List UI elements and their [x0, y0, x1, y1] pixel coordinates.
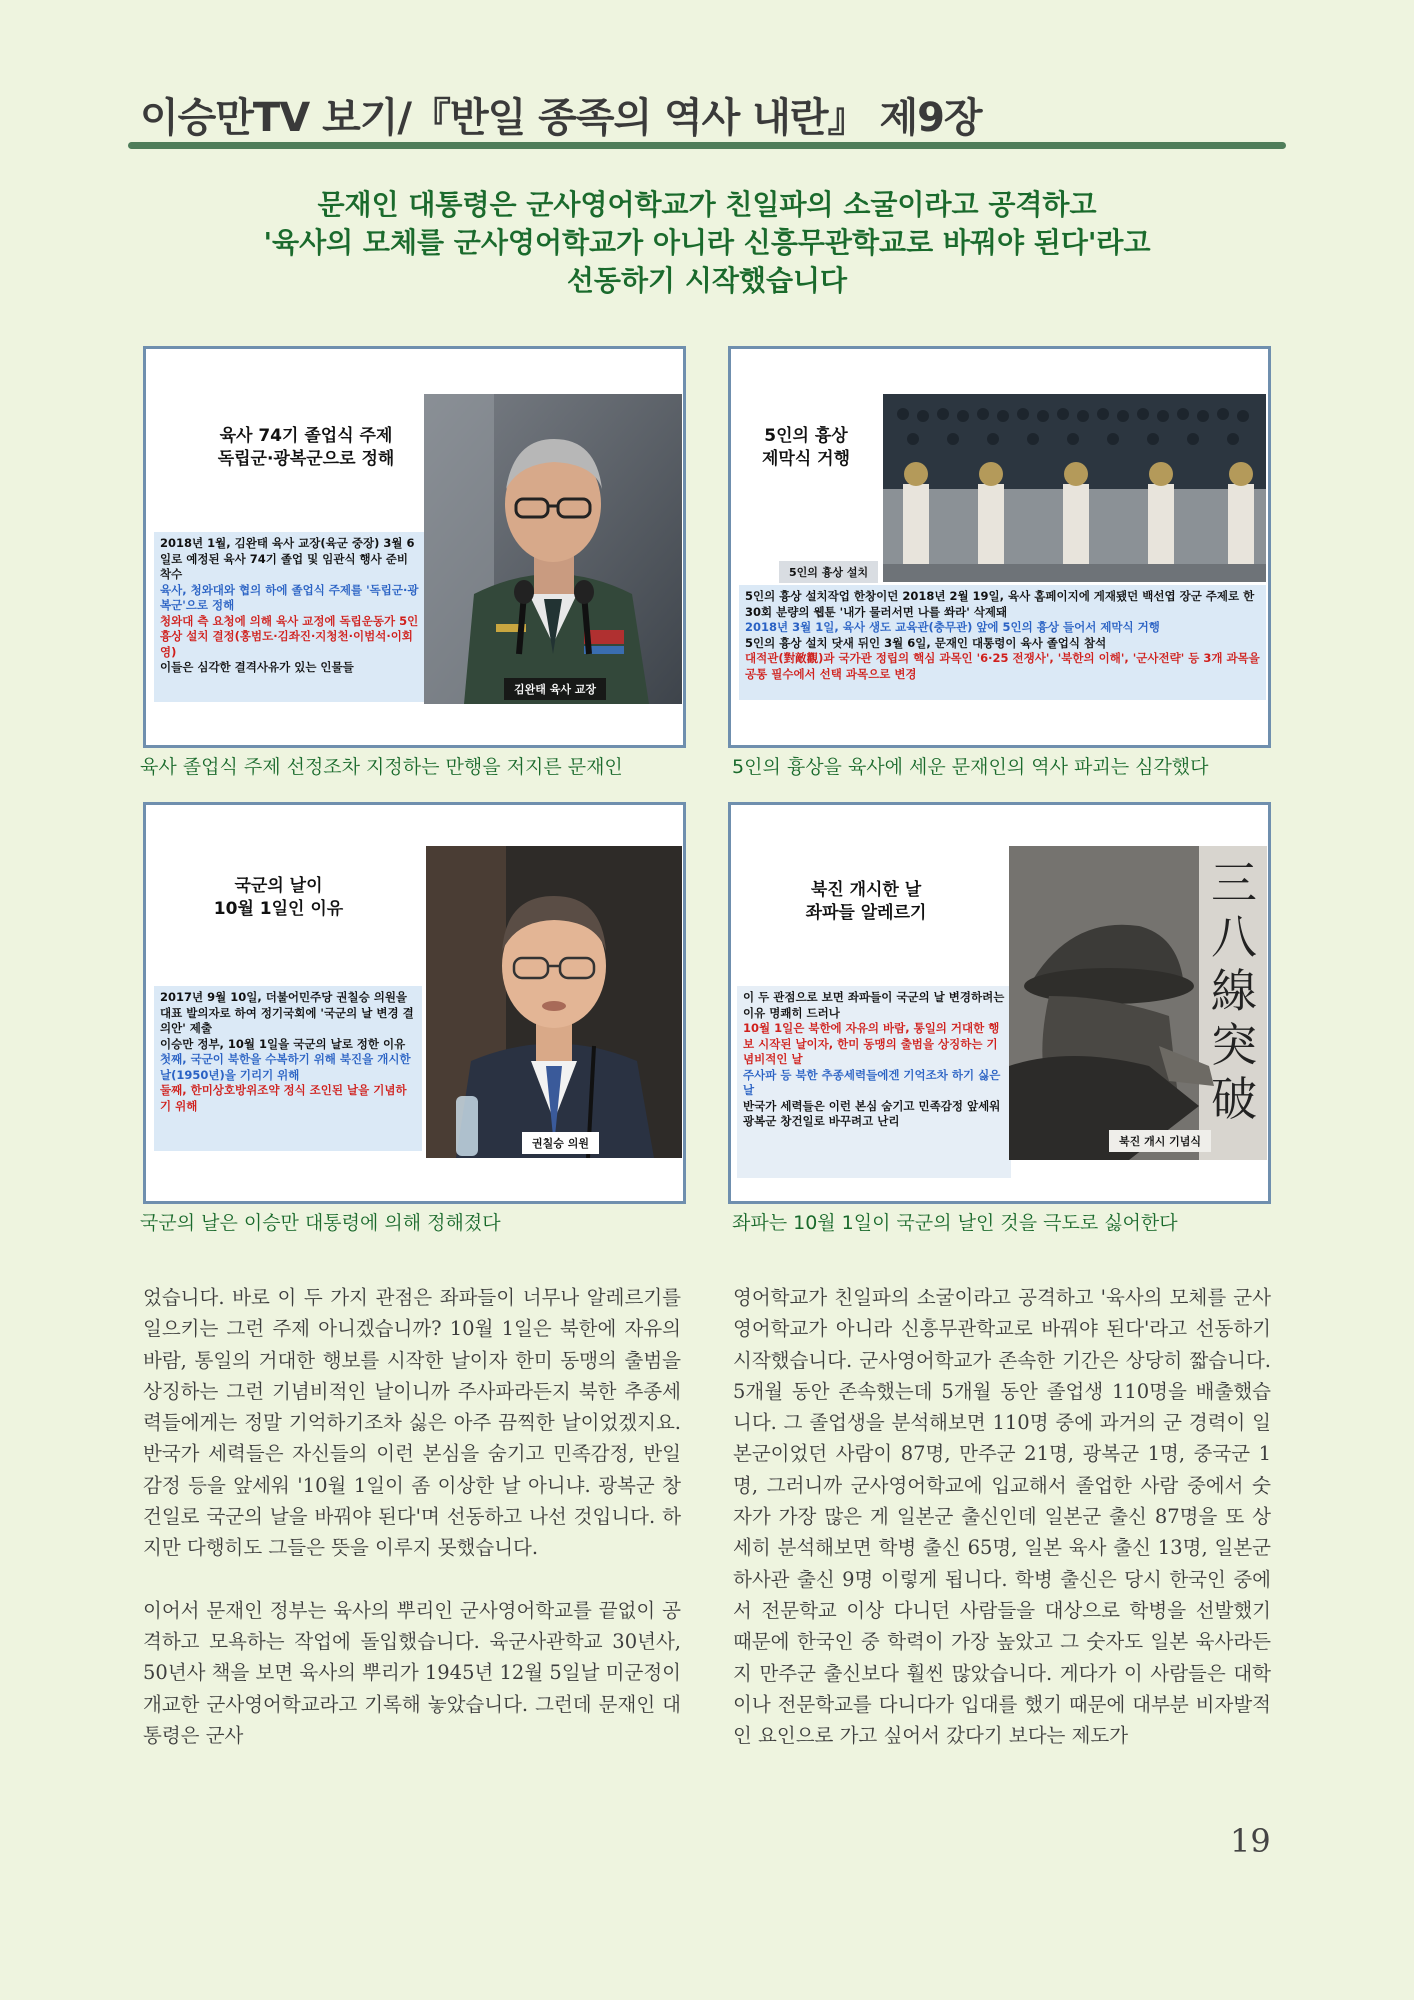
page-number: 19 — [1230, 1822, 1271, 1860]
photo-caption: 북진 개시 기념식 — [1109, 1130, 1211, 1152]
card-text-line: 첫째, 국군이 북한을 수복하기 위해 북진을 개시한 날(1950년)을 기리기 위해 — [160, 1052, 411, 1082]
card-text-line: 2017년 9월 10일, 더불어민주당 권칠승 의원을 대표 발의자로 하여 정기국회에 '국군의 날 변경 결의안' 제출 — [160, 990, 414, 1035]
card-text-line: 10월 1일은 북한에 자유의 바람, 통일의 거대한 행보 시작된 날이자, 한미 동맹의 출범을 상징하는 기념비적인 날 — [743, 1021, 1000, 1066]
card-text-line: 청와대 측 요청에 의해 육사 교정에 독립운동가 5인 흉상 설치 결정(홍범도·김좌진·지청천·이범석·이회영) — [160, 613, 419, 659]
card-title: 육사 74기 졸업식 주제 독립군·광복군으로 정해 — [217, 426, 395, 469]
photo-caption: 김완태 육사 교장 — [504, 678, 606, 700]
chapter-title: 이승만TV 보기/『반일 종족의 역사 내란』 제9장 — [140, 95, 982, 141]
portrait-photo — [424, 394, 682, 704]
headline — [140, 186, 1274, 300]
card-text-line: 이승만 정부, 10월 1일을 국군의 날로 정한 이유 — [160, 1036, 406, 1051]
card-text-line: 대적관(對敵觀)과 국가관 정립의 핵심 과목인 '6·25 전쟁사', '북한의 이해', '군사전략' 등 3개 과목을 공통 필수에서 선택 과목으로 변경 — [745, 651, 1260, 681]
figure-card-4 — [728, 802, 1271, 1204]
card-text-line: 2018년 1월, 김완태 육사 교장(육군 중장) 3월 6일로 예정된 육사 74기 졸업 및 임관식 행사 준비 착수 — [160, 536, 415, 581]
paragraph: 었습니다. 바로 이 두 가지 관점은 좌파들이 너무나 알레르기를 일으키는 그런 주제 아니겠습니까? 10월 1일은 북한에 자유의 바람, 통일의 거대한 행보를 시작한 날이자 한미 동맹의 출범을 상징하는 그런 기념비적인 날이니까 주사파라든지 북한 추종세력들에게는 정말 기억하기조차 싫은 아주 끔찍한 날이었겠지요. 반국가 세력들은 자신들의 이런 본심을 숨기고 민족감정, 반일 감정 등을 앞세워 '10월 1일이 좀 이상한 날 아니냐. 광복군 창건일로 국군의 날을 바꿔야 된다'며 선동하고 나선 것입니다. 하지만 다행히도 그들은 뜻을 이루지 못했습니다. — [143, 1286, 681, 1560]
photo-caption: 5인의 흉상 설치 — [779, 561, 878, 583]
card-summary — [739, 585, 1266, 700]
card-summary — [737, 986, 1011, 1178]
photo-caption: 권칠승 의원 — [522, 1132, 599, 1154]
card-title: 5인의 흉상 제막식 거행 — [761, 426, 851, 469]
body-column-right — [733, 1282, 1271, 1782]
paragraph: 영어학교가 친일파의 소굴이라고 공격하고 '육사의 모체를 군사영어학교가 아니라 신흥무관학교로 바꿔야 된다'라고 선동하기 시작했습니다. 군사영어학교가 존속한 기간은 상당히 짧습니다. 5개월 동안 존속했는데 5개월 동안 졸업생 110명을 배출했습니다. 그 졸업생을 분석해보면 110명 중에 과거의 군 경력이 일본군이었던 사람이 87명, 만주군 21명, 광복군 1명, 중국군 1명, 그러니까 군사영어학교에 입교해서 졸업한 사람 중에서 숫자가 가장 많은 게 일본군 출신인데 일본군 출신 87명을 또 상세히 분석해보면 학병 출신 65명, 일본 육사 출신 13명, 일본군 하사관 출신 9명 이렇게 됩니다. 학병 출신은 당시 한국인 중에서 전문학교 이상 다니던 사람들을 대상으로 학병을 선발했기 때문에 한국인 중 학력이 가장 높았고 그 숫자도 일본 육사라든지 만주군 출신보다 훨씬 많았습니다. 게다가 이 사람들은 대학이나 전문학교를 다니다가 입대를 했기 때문에 대부분 비자발적인 요인으로 가고 싶어서 갔다기 보다는 제도가 — [733, 1286, 1271, 1748]
paragraph: 이어서 문재인 정부는 육사의 뿌리인 군사영어학교를 끝없이 공격하고 모욕하는 작업에 돌입했습니다. 육군사관학교 30년사, 50년사 책을 보면 육사의 뿌리가 1945년 12월 5일날 미군정이 개교한 군사영어학교라고 기록해 놓았습니다. 그런데 문재인 대통령은 군사 — [143, 1598, 681, 1747]
ceremony-photo — [883, 394, 1266, 582]
body-column-left — [143, 1282, 681, 1782]
portrait-photo — [426, 846, 682, 1158]
figure-caption-1: 육사 졸업식 주제 선정조차 지정하는 만행을 저지른 문재인 — [140, 756, 623, 778]
card-title: 국군의 날이 10월 1일인 이유 — [213, 876, 344, 919]
card-text-line: 2018년 3월 1일, 육사 생도 교육관(충무관) 앞에 5인의 흉상 들어서 제막식 거행 — [745, 620, 1160, 634]
card-text-line: 이들은 심각한 결격사유가 있는 인물들 — [160, 660, 354, 674]
headline-line-3: 선동하기 시작했습니다 — [566, 264, 848, 297]
card-text-line: 5인의 흉상 설치 닷새 뒤인 3월 6일, 문재인 대통령이 육사 졸업식 참석 — [745, 635, 1107, 650]
headline-line-1: 문재인 대통령은 군사영어학교가 친일파의 소굴이라고 공격하고 — [317, 188, 1097, 221]
card-text-line: 반국가 세력들은 이런 본심 숨기고 민족감정 앞세워 광복군 창건일로 바꾸려고 난리 — [743, 1098, 1001, 1128]
figure-caption-2: 5인의 흉상을 육사에 세운 문재인의 역사 파괴는 심각했다 — [732, 756, 1209, 778]
card-title: 북진 개시한 날 좌파들 알레르기 — [805, 880, 927, 923]
card-text-line: 이 두 관점으로 보면 좌파들이 국군의 날 변경하려는 이유 명쾌히 드러나 — [743, 990, 1005, 1020]
figure-card-2 — [728, 346, 1271, 748]
figure-card-1 — [143, 346, 686, 748]
figure-caption-3: 국군의 날은 이승만 대통령에 의해 정해졌다 — [140, 1212, 501, 1234]
photo-sign: 三八線突破 — [1211, 856, 1257, 1126]
header-divider — [128, 142, 1286, 149]
figure-card-3 — [143, 802, 686, 1204]
card-summary — [154, 532, 426, 702]
headline-line-2: '육사의 모체를 군사영어학교가 아니라 신흥무관학교로 바꿔야 된다'라고 — [263, 226, 1151, 259]
card-text-line: 5인의 흉상 설치작업 한창이던 2018년 2월 19일, 육사 홈페이지에 게재됐던 백선엽 장군 주제로 한 30회 분량의 웹툰 '내가 물러서면 나를 쏴라' 삭제돼 — [745, 589, 1255, 619]
card-summary — [154, 986, 422, 1151]
historical-photo — [1009, 846, 1267, 1160]
figure-caption-4: 좌파는 10월 1일이 국군의 날인 것을 극도로 싫어한다 — [732, 1212, 1178, 1234]
card-text-line: 육사, 청와대와 협의 하에 졸업식 주제를 '독립군·광복군'으로 정해 — [160, 582, 419, 612]
card-text-line: 둘째, 한미상호방위조약 정식 조인된 날을 기념하기 위해 — [160, 1083, 407, 1113]
card-text-line: 주사파 등 북한 추종세력들에겐 기억조차 하기 싫은 날 — [743, 1067, 1001, 1097]
